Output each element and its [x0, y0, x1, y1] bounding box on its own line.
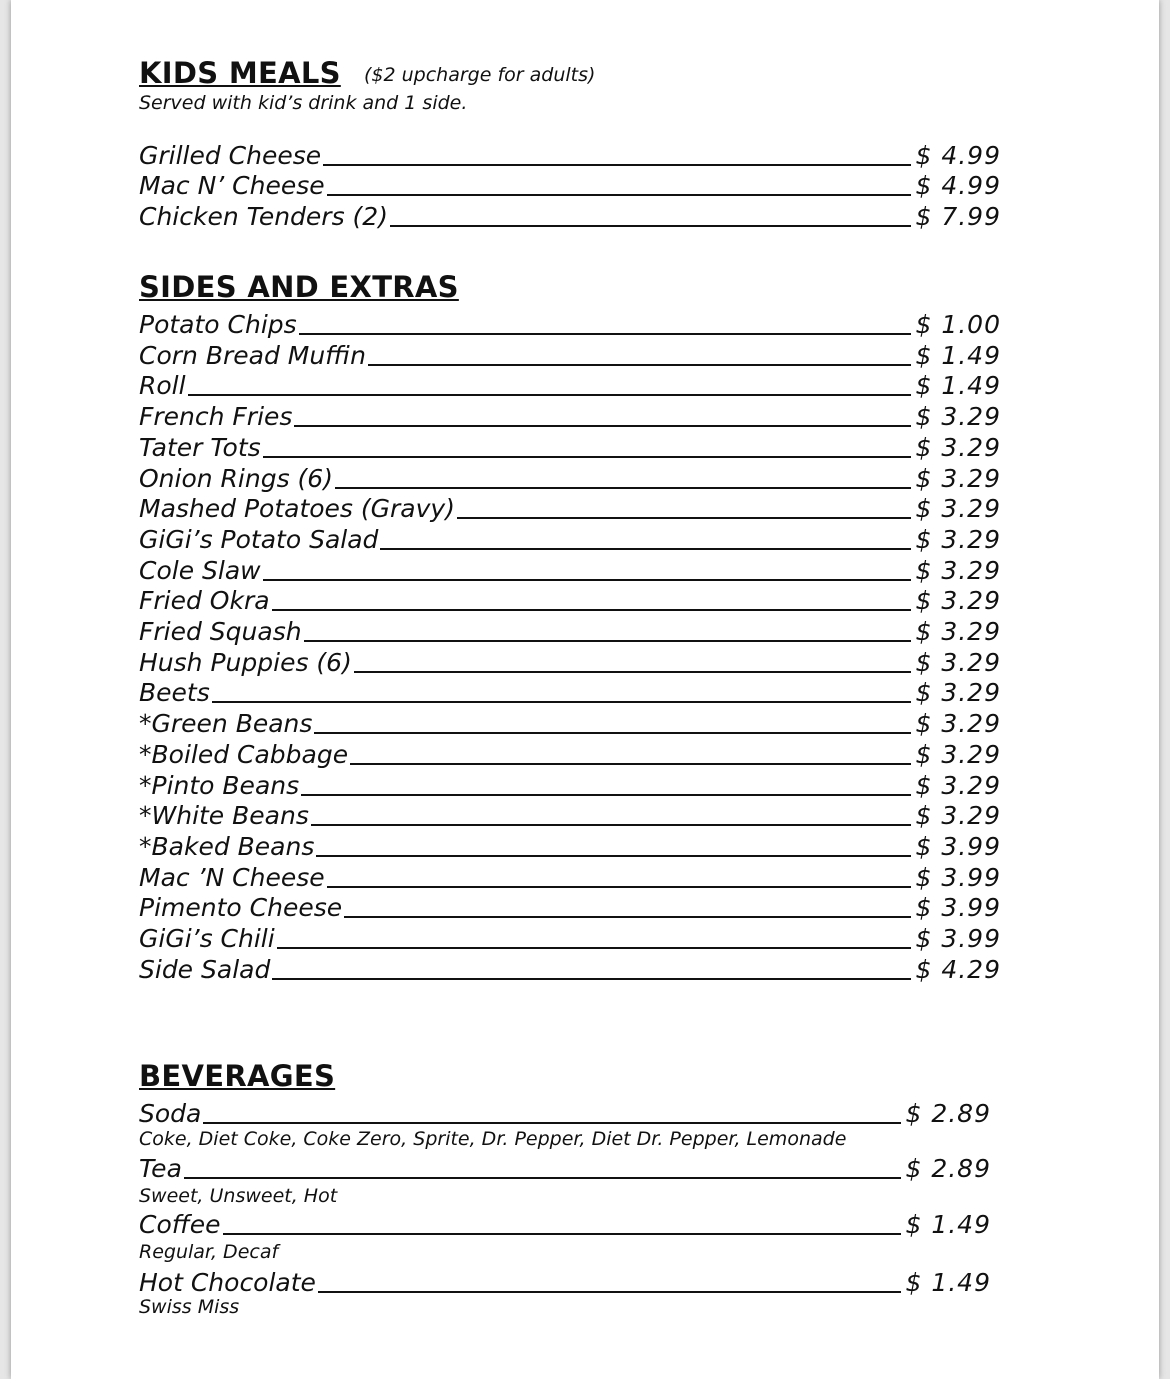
- dot-leader: [299, 332, 912, 335]
- item-price: $ 3.29: [915, 740, 1001, 769]
- item-price: $ 3.29: [915, 801, 1001, 830]
- item-name: GiGi’s Chili: [139, 924, 275, 953]
- item-price: $ 2.89: [905, 1154, 991, 1183]
- beverage-description: Coke, Diet Coke, Coke Zero, Sprite, Dr. Pepper, Diet Dr. Pepper, Lemonade: [139, 1128, 847, 1150]
- dot-leader: [323, 163, 911, 166]
- item-price: $ 3.29: [915, 771, 1001, 800]
- beverage-description: Swiss Miss: [139, 1296, 240, 1318]
- item-price: $ 3.99: [915, 924, 1001, 953]
- dot-leader: [301, 793, 911, 796]
- dot-leader: [294, 424, 911, 427]
- dot-leader: [263, 578, 912, 581]
- item-name: Grilled Cheese: [139, 141, 322, 170]
- dot-leader: [350, 762, 911, 765]
- item-name: GiGi’s Potato Salad: [139, 525, 379, 554]
- sides-title: SIDES AND EXTRAS: [139, 270, 459, 304]
- item-price: $ 3.99: [915, 893, 1001, 922]
- item-name: Hot Chocolate: [139, 1268, 316, 1297]
- sides-item: [139, 493, 1001, 523]
- dot-leader: [184, 1176, 902, 1179]
- beverage-item: [139, 1098, 991, 1128]
- sides-item: [139, 708, 1001, 738]
- item-name: Onion Rings (6): [139, 464, 333, 493]
- beverages-title: BEVERAGES: [139, 1059, 336, 1093]
- item-price: $ 4.29: [915, 955, 1001, 984]
- sides-item: [139, 862, 1001, 892]
- item-price: $ 3.99: [915, 863, 1001, 892]
- beverage-description: Regular, Decaf: [139, 1241, 279, 1263]
- sides-item: [139, 923, 1001, 953]
- item-price: $ 4.99: [915, 141, 1001, 170]
- item-name: Side Salad: [139, 955, 271, 984]
- item-name: Tea: [139, 1154, 182, 1183]
- item-name: Fried Okra: [139, 586, 270, 615]
- item-price: $ 3.29: [915, 617, 1001, 646]
- sides-item: [139, 524, 1001, 554]
- sides-item: [139, 739, 1001, 769]
- sides-item: [139, 309, 1001, 339]
- item-price: $ 2.89: [905, 1099, 991, 1128]
- dot-leader: [380, 547, 911, 550]
- item-price: $ 1.49: [905, 1210, 991, 1239]
- dot-leader: [327, 885, 912, 888]
- dot-leader: [314, 731, 911, 734]
- item-name: Fried Squash: [139, 617, 302, 646]
- item-price: $ 3.29: [915, 433, 1001, 462]
- sides-item: [139, 770, 1001, 800]
- dot-leader: [318, 1290, 902, 1293]
- sides-item: [139, 585, 1001, 615]
- item-price: $ 3.29: [915, 648, 1001, 677]
- dot-leader: [263, 455, 912, 458]
- kids-item: [139, 140, 1001, 170]
- item-name: Corn Bread Muffin: [139, 341, 367, 370]
- sides-item: [139, 954, 1001, 984]
- kids-meals-title: KIDS MEALS: [139, 56, 341, 90]
- item-name: Mac N’ Cheese: [139, 171, 325, 200]
- item-name: *Baked Beans: [139, 832, 315, 861]
- item-price: $ 1.49: [915, 371, 1001, 400]
- dot-leader: [223, 1232, 902, 1235]
- item-name: *Pinto Beans: [139, 771, 300, 800]
- dot-leader: [304, 639, 912, 642]
- sides-item: [139, 892, 1001, 922]
- dot-leader: [327, 193, 912, 196]
- item-name: Mac ’N Cheese: [139, 863, 325, 892]
- item-price: $ 1.49: [905, 1268, 991, 1297]
- sides-item: [139, 677, 1001, 707]
- item-price: $ 3.29: [915, 525, 1001, 554]
- dot-leader: [272, 977, 911, 980]
- dot-leader: [311, 823, 912, 826]
- sides-item: [139, 616, 1001, 646]
- item-name: Hush Puppies (6): [139, 648, 352, 677]
- item-name: Potato Chips: [139, 310, 297, 339]
- item-name: Cole Slaw: [139, 556, 261, 585]
- sides-item: [139, 340, 1001, 370]
- sides-item: [139, 370, 1001, 400]
- dot-leader: [390, 224, 912, 227]
- beverage-description: Sweet, Unsweet, Hot: [139, 1185, 338, 1207]
- item-price: $ 3.29: [915, 464, 1001, 493]
- dot-leader: [316, 854, 911, 857]
- dot-leader: [212, 700, 912, 703]
- item-name: Coffee: [139, 1210, 221, 1239]
- sides-item: [139, 800, 1001, 830]
- dot-leader: [203, 1121, 901, 1124]
- dot-leader: [277, 946, 912, 949]
- sides-item: [139, 831, 1001, 861]
- item-name: Roll: [139, 371, 186, 400]
- item-price: $ 3.29: [915, 556, 1001, 585]
- item-price: $ 3.29: [915, 402, 1001, 431]
- item-name: *Green Beans: [139, 709, 313, 738]
- kids-meals-subtitle: Served with kid’s drink and 1 side.: [139, 92, 468, 114]
- item-name: Chicken Tenders (2): [139, 202, 388, 231]
- item-name: Soda: [139, 1099, 202, 1128]
- item-price: $ 7.99: [915, 202, 1001, 231]
- item-name: Mashed Potatoes (Gravy): [139, 494, 455, 523]
- sides-item: [139, 432, 1001, 462]
- item-name: Beets: [139, 678, 210, 707]
- item-price: $ 1.00: [915, 310, 1001, 339]
- dot-leader: [188, 393, 912, 396]
- item-name: French Fries: [139, 402, 293, 431]
- item-price: $ 3.29: [915, 678, 1001, 707]
- beverage-item: [139, 1153, 991, 1183]
- kids-meals-note: ($2 upcharge for adults): [364, 64, 596, 86]
- kids-item: [139, 201, 1001, 231]
- sides-item: [139, 463, 1001, 493]
- item-name: *Boiled Cabbage: [139, 740, 349, 769]
- item-price: $ 3.29: [915, 586, 1001, 615]
- item-price: $ 3.29: [915, 494, 1001, 523]
- sides-item: [139, 401, 1001, 431]
- dot-leader: [272, 608, 912, 611]
- beverage-item: [139, 1267, 991, 1297]
- sides-item: [139, 555, 1001, 585]
- dot-leader: [344, 915, 911, 918]
- item-name: Tater Tots: [139, 433, 261, 462]
- item-name: *White Beans: [139, 801, 309, 830]
- dot-leader: [368, 363, 911, 366]
- dot-leader: [457, 516, 912, 519]
- item-price: $ 3.99: [915, 832, 1001, 861]
- menu-page: [11, 0, 1159, 1379]
- kids-item: [139, 170, 1001, 200]
- dot-leader: [354, 670, 912, 673]
- dot-leader: [335, 486, 911, 489]
- item-price: $ 3.29: [915, 709, 1001, 738]
- beverage-item: [139, 1209, 991, 1239]
- item-price: $ 1.49: [915, 341, 1001, 370]
- item-name: Pimento Cheese: [139, 893, 343, 922]
- item-price: $ 4.99: [915, 171, 1001, 200]
- sides-item: [139, 647, 1001, 677]
